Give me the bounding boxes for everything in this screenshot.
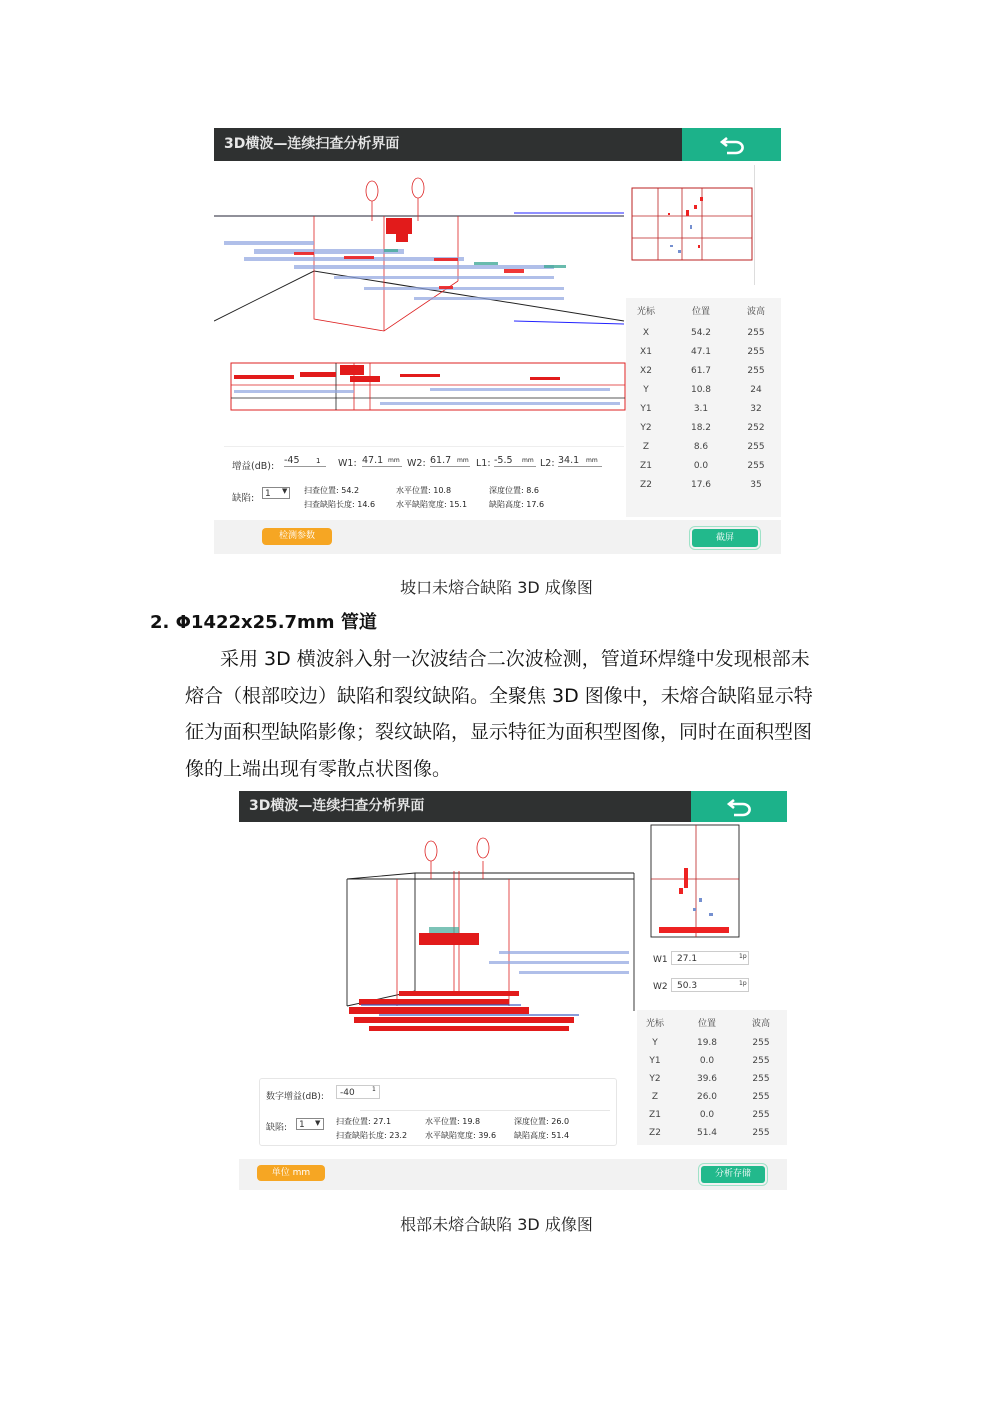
- w2-step[interactable]: 1p: [739, 980, 747, 987]
- figure2-cross-section: [649, 823, 744, 941]
- table-row: Z1 0.0 255: [649, 1110, 770, 1120]
- figure1-cursor-table: [626, 298, 781, 517]
- figure1-title-bar: 3D横波—连续扫查分析界面: [214, 128, 682, 161]
- gain-label: 增益(dB):: [232, 461, 275, 472]
- figure1-screenshot: [214, 128, 781, 554]
- figure1-footer: [214, 520, 781, 554]
- figure2-params: 数字增益(dB): -40 1 缺陷: 1 ▼ 扫查位置: 27.1 扫查缺陷长度: 23.2 水平位置: 19.8 水平缺陷宽度: 39.6 深度位置: 26.0 缺陷高度: 51.4: [259, 1078, 617, 1146]
- table-row: Y2 18.2 252: [640, 423, 765, 433]
- table-row: Z2 51.4 255: [649, 1128, 770, 1138]
- back-arrow-icon: [719, 135, 745, 155]
- figure2-screenshot: [239, 791, 787, 1190]
- w2-label: W2: [653, 982, 668, 992]
- l2-label: L2:: [540, 458, 555, 469]
- defect-select[interactable]: 1: [296, 1118, 324, 1130]
- table-header: 光标 位置 波高: [636, 307, 765, 317]
- l1-label: L1:: [476, 458, 491, 469]
- paragraph-line: 征为面积型缺陷影像；裂纹缺陷，显示特征为面积型图像，同时在面积型图: [185, 721, 813, 743]
- gain-input[interactable]: -45: [284, 455, 326, 467]
- gain-step[interactable]: 1: [372, 1086, 376, 1093]
- table-row: Z 26.0 255: [651, 1092, 770, 1102]
- chevron-down-icon[interactable]: ▼: [282, 487, 288, 495]
- figure1-caption: 坡口未熔合缺陷 3D 成像图: [400, 578, 593, 597]
- table-row: Y1 0.0 255: [649, 1056, 770, 1066]
- paragraph-line: 熔合（根部咬边）缺陷和裂纹缺陷。全聚焦 3D 图像中，未熔合缺陷显示特: [185, 684, 813, 707]
- w1-label: W1: [653, 955, 668, 965]
- paragraph-line: 采用 3D 横波斜入射一次波结合二次波检测，管道环焊缝中发现根部未: [220, 648, 810, 670]
- gain-step[interactable]: 1: [316, 457, 321, 465]
- l1-input[interactable]: -5.5: [494, 455, 536, 467]
- back-arrow-icon: [726, 797, 752, 817]
- section-heading: 2. Φ1422x25.7mm 管道: [150, 612, 377, 633]
- defect-label: 缺陷:: [232, 493, 255, 504]
- figure1-b-scan: [230, 362, 626, 412]
- w1-step[interactable]: 1p: [739, 953, 747, 960]
- w2-input[interactable]: 50.3: [671, 978, 749, 992]
- table-row: Y 19.8 255: [652, 1038, 770, 1048]
- w1-input[interactable]: 27.1: [671, 951, 749, 965]
- table-row: Y2 39.6 255: [649, 1074, 770, 1084]
- table-row: Z1 0.0 255: [640, 461, 765, 471]
- chevron-down-icon[interactable]: ▼: [315, 1119, 321, 1127]
- detect-params-button[interactable]: 检测参数: [262, 528, 332, 545]
- l2-input[interactable]: 34.1: [558, 455, 602, 467]
- screenshot-button[interactable]: 截屏: [692, 529, 758, 547]
- figure1-cross-section: [628, 165, 755, 285]
- defect-select[interactable]: 1: [262, 487, 290, 499]
- figure2-footer: [239, 1159, 787, 1190]
- figure1-back-button[interactable]: [682, 128, 781, 161]
- figure2-3d-view: [299, 831, 639, 1046]
- table-row: Y 10.8 24: [643, 385, 762, 395]
- figure2-cursor-table: [637, 1010, 787, 1145]
- w1-row: [649, 951, 754, 969]
- figure1-params: 增益(dB): -45 1 W1: 47.1 mm W2: 61.7 mm L1: -5.5 mm L2: 34.1 mm 缺陷: 1 ▼ 扫查位置: 54.2 扫查缺陷长度: 14.6 水平位置: 10.8 水平缺陷宽度: 15.1 深度位置: 8.6 缺陷高度: 17.6: [224, 446, 624, 517]
- figure1-3d-view: [214, 161, 626, 361]
- gain-label: 数字增益(dB):: [266, 1092, 324, 1102]
- figure2-title-bar: 3D横波—连续扫查分析界面: [239, 791, 691, 822]
- figure2-caption: 根部未熔合缺陷 3D 成像图: [400, 1215, 593, 1234]
- table-row: Z 8.6 255: [642, 442, 765, 452]
- analysis-save-button[interactable]: 分析存储: [701, 1166, 765, 1183]
- table-row: X1 47.1 255: [640, 347, 765, 357]
- figure2-back-button[interactable]: [691, 791, 787, 822]
- w2-label: W2:: [407, 458, 426, 469]
- divider: [360, 1110, 610, 1111]
- w1-label: W1:: [338, 458, 357, 469]
- section-paragraph: [185, 641, 850, 787]
- w2-row: [649, 978, 754, 996]
- table-header: 光标 位置 波高: [645, 1019, 770, 1029]
- table-row: X 54.2 255: [642, 328, 765, 338]
- defect-label: 缺陷:: [266, 1123, 288, 1133]
- table-row: Z2 17.6 35: [640, 480, 762, 490]
- paragraph-line: 像的上端出现有零散点状图像。: [185, 757, 452, 780]
- table-row: Y1 3.1 32: [640, 404, 762, 414]
- w2-input[interactable]: 61.7: [430, 455, 470, 467]
- table-row: X2 61.7 255: [640, 366, 765, 376]
- unit-button[interactable]: 单位 mm: [257, 1165, 325, 1181]
- gain-input[interactable]: -40: [336, 1085, 380, 1099]
- w1-input[interactable]: 47.1: [362, 455, 402, 467]
